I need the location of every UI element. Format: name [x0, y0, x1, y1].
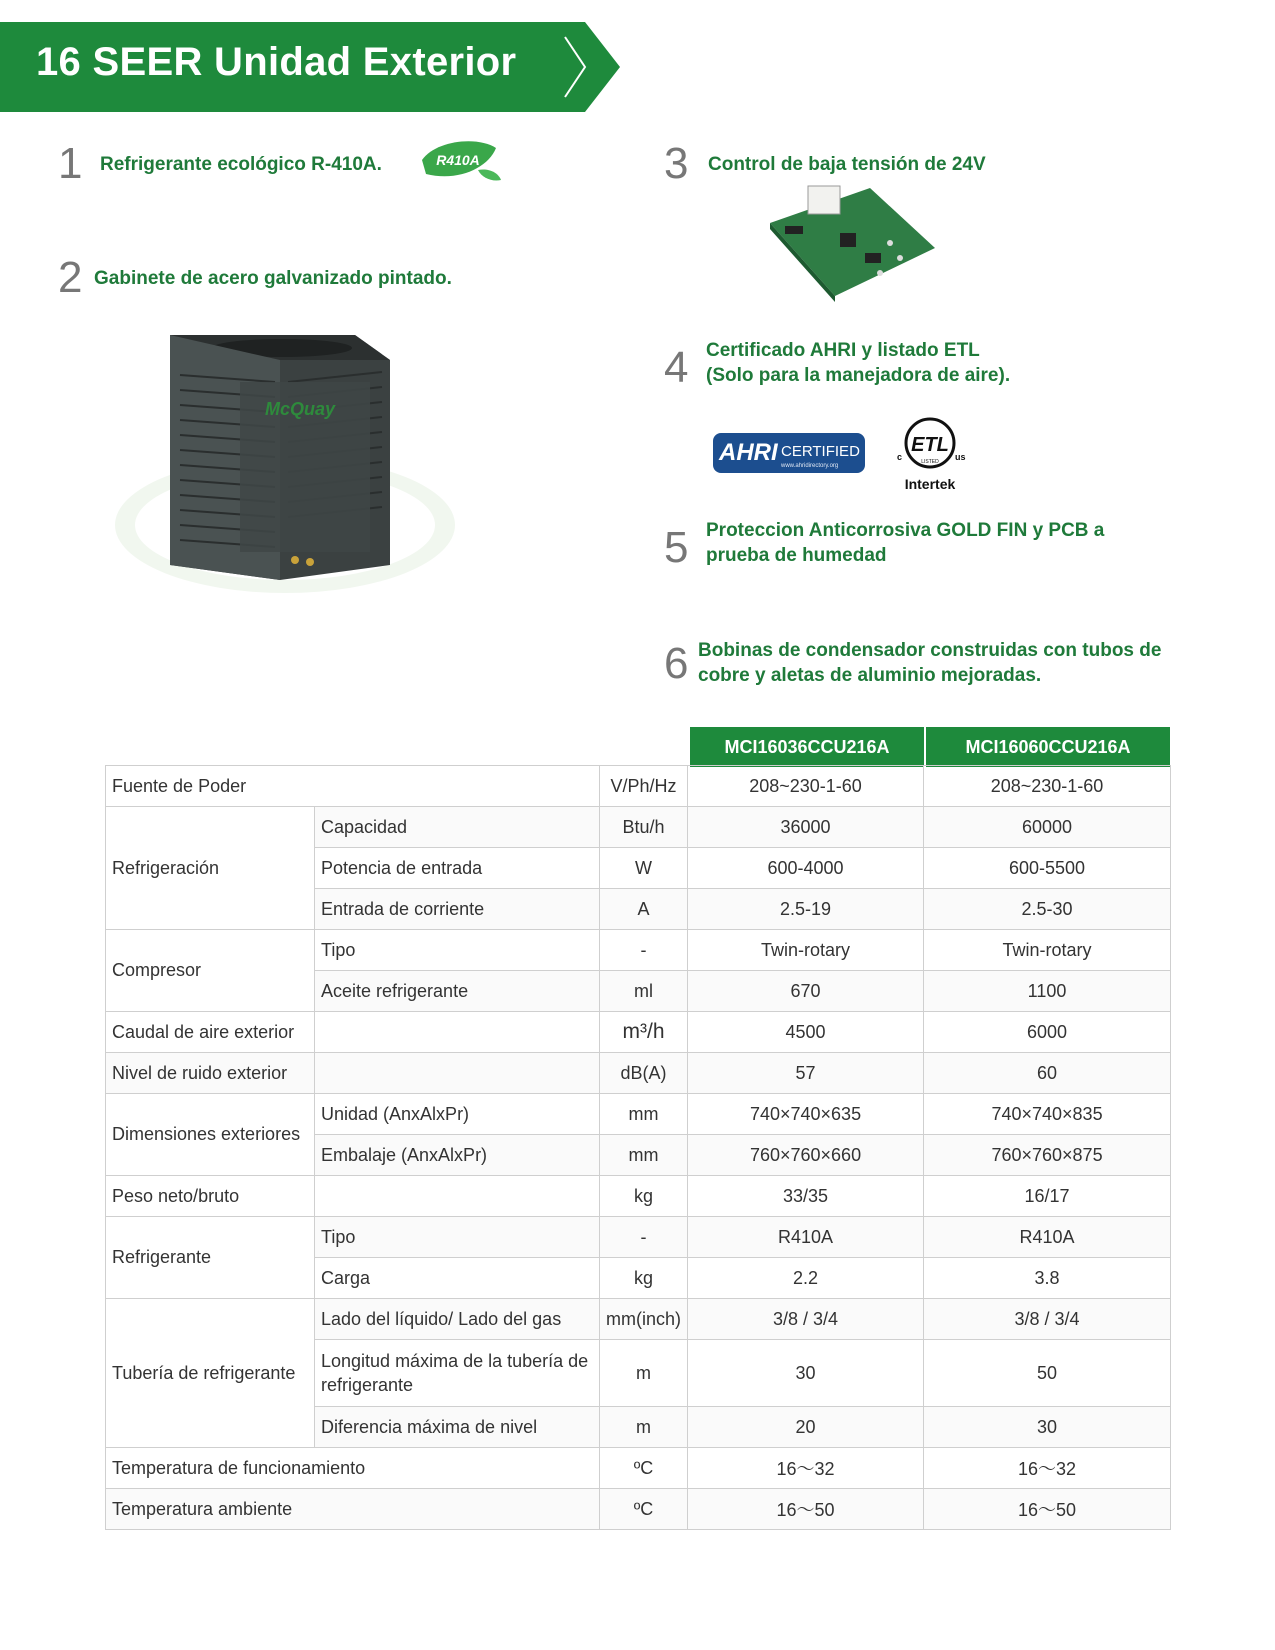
- table-row: [106, 930, 1171, 971]
- etl-listed-text: LISTED: [921, 459, 939, 465]
- feature-text: Refrigerante ecológico R-410A.: [100, 154, 382, 175]
- value-cell-model-2: 740×740×835: [924, 1094, 1171, 1135]
- unit-cell: V/Ph/Hz: [600, 766, 688, 807]
- value-cell-model-2: 2.5-30: [924, 889, 1171, 930]
- model-header: [690, 727, 1170, 767]
- value-cell-model-2: 1100: [924, 971, 1171, 1012]
- ahri-text: AHRI: [719, 439, 778, 466]
- value-cell-model-2: 50: [924, 1340, 1171, 1407]
- ahri-url-text: www.ahridirectory.org: [781, 463, 839, 469]
- model-header-1: MCI16036CCU216A: [690, 727, 924, 767]
- row-group-label: Dimensiones exteriores: [106, 1094, 315, 1176]
- ahri-certified-text: CERTIFIED: [781, 443, 860, 460]
- param-cell: Tipo: [315, 930, 600, 971]
- value-cell-model-2: 16～50: [924, 1489, 1171, 1530]
- value-cell-model-2: Twin-rotary: [924, 930, 1171, 971]
- param-cell: Entrada de corriente: [315, 889, 600, 930]
- param-cell: Diferencia máxima de nivel: [315, 1407, 600, 1448]
- feature-number: 2: [58, 253, 83, 302]
- row-group-label: Fuente de Poder: [106, 766, 600, 807]
- value-cell-model-1: 20: [688, 1407, 924, 1448]
- intertek-text: Intertek: [904, 476, 956, 492]
- feature-text: [706, 518, 1104, 568]
- r410a-label: R410A: [436, 152, 480, 168]
- param-cell: [315, 1176, 600, 1217]
- value-cell-model-1: 33/35: [688, 1176, 924, 1217]
- feature-6: [664, 632, 1224, 692]
- value-cell-model-1: 16～50: [688, 1489, 924, 1530]
- unit-cell: ºC: [600, 1448, 688, 1489]
- feature-number: 3: [664, 139, 689, 188]
- value-cell-model-2: 3/8 / 3/4: [924, 1299, 1171, 1340]
- feature-1: [58, 139, 618, 192]
- row-group-label: Peso neto/bruto: [106, 1176, 315, 1217]
- unit-cell: mm: [600, 1135, 688, 1176]
- table-row: [106, 1448, 1171, 1489]
- ahri-certified-logo: [713, 433, 865, 473]
- unit-cell: m: [600, 1340, 688, 1407]
- row-group-label: Compresor: [106, 930, 315, 1012]
- etl-mark-text: ETL: [911, 434, 949, 456]
- unit-cell: dB(A): [600, 1053, 688, 1094]
- value-cell-model-2: 16～32: [924, 1448, 1171, 1489]
- outdoor-unit-image: [110, 320, 460, 600]
- table-row: [106, 807, 1171, 848]
- param-cell: [315, 1012, 600, 1053]
- param-cell: Capacidad: [315, 807, 600, 848]
- param-cell: Tipo: [315, 1217, 600, 1258]
- row-group-label: Nivel de ruido exterior: [106, 1053, 315, 1094]
- value-cell-model-1: 4500: [688, 1012, 924, 1053]
- value-cell-model-2: 6000: [924, 1012, 1171, 1053]
- value-cell-model-2: 30: [924, 1407, 1171, 1448]
- r410a-leaf-badge: [418, 138, 503, 184]
- value-cell-model-2: 3.8: [924, 1258, 1171, 1299]
- feature-5: [664, 512, 1224, 572]
- value-cell-model-2: 760×760×875: [924, 1135, 1171, 1176]
- feature-text-line1: Proteccion Anticorrosiva GOLD FIN y PCB a: [706, 520, 1105, 541]
- table-row: [106, 1176, 1171, 1217]
- feature-text: [698, 638, 1161, 688]
- row-group-label: Temperatura de funcionamiento: [106, 1448, 600, 1489]
- row-group-label: Tubería de refrigerante: [106, 1299, 315, 1448]
- brand-logo-text: McQuay: [264, 399, 336, 419]
- value-cell-model-1: 670: [688, 971, 924, 1012]
- unit-cell: A: [600, 889, 688, 930]
- etl-us-text: us: [955, 452, 966, 462]
- param-cell: Longitud máxima de la tubería de refrigerante: [315, 1340, 600, 1407]
- unit-cell: Btu/h: [600, 807, 688, 848]
- specifications-table: [105, 765, 1171, 1530]
- value-cell-model-2: 208~230-1-60: [924, 766, 1171, 807]
- value-cell-model-1: Twin-rotary: [688, 930, 924, 971]
- param-cell: Lado del líquido/ Lado del gas: [315, 1299, 600, 1340]
- unit-cell: m³/h: [600, 1012, 688, 1053]
- row-group-label: Temperatura ambiente: [106, 1489, 600, 1530]
- unit-cell: ºC: [600, 1489, 688, 1530]
- feature-text: [706, 338, 1010, 388]
- table-row: [106, 1489, 1171, 1530]
- unit-cell: -: [600, 930, 688, 971]
- feature-text: Control de baja tensión de 24V: [708, 154, 986, 175]
- value-cell-model-1: 57: [688, 1053, 924, 1094]
- table-row: [106, 1299, 1171, 1340]
- feature-text-line2: (Solo para la manejadora de aire).: [706, 365, 1011, 386]
- param-cell: Carga: [315, 1258, 600, 1299]
- feature-text-line1: Bobinas de condensador construidas con tubos de: [698, 640, 1162, 661]
- table-row: [106, 766, 1171, 807]
- value-cell-model-2: 60000: [924, 807, 1171, 848]
- value-cell-model-2: 60: [924, 1053, 1171, 1094]
- feature-text-line1: Certificado AHRI y listado ETL: [706, 340, 980, 361]
- title-banner: [0, 22, 620, 112]
- unit-cell: kg: [600, 1258, 688, 1299]
- etl-c-text: c: [897, 452, 903, 462]
- feature-text: Gabinete de acero galvanizado pintado.: [94, 268, 452, 289]
- row-group-label: Refrigeración: [106, 807, 315, 930]
- value-cell-model-1: 2.2: [688, 1258, 924, 1299]
- value-cell-model-2: 16/17: [924, 1176, 1171, 1217]
- control-board-image: [760, 178, 940, 303]
- unit-cell: m: [600, 1407, 688, 1448]
- feature-number: 5: [664, 523, 689, 572]
- row-group-label: Caudal de aire exterior: [106, 1012, 315, 1053]
- value-cell-model-2: R410A: [924, 1217, 1171, 1258]
- feature-3: [664, 139, 1224, 192]
- table-row: [106, 1094, 1171, 1135]
- param-cell: Unidad (AnxAlxPr): [315, 1094, 600, 1135]
- param-cell: Potencia de entrada: [315, 848, 600, 889]
- model-header-2: MCI16060CCU216A: [926, 727, 1170, 767]
- value-cell-model-1: 16～32: [688, 1448, 924, 1489]
- feature-number: 6: [664, 639, 689, 688]
- page-title: 16 SEER Unidad Exterior: [36, 40, 517, 84]
- unit-cell: mm(inch): [600, 1299, 688, 1340]
- unit-cell: mm: [600, 1094, 688, 1135]
- table-row: [106, 1217, 1171, 1258]
- param-cell: [315, 1053, 600, 1094]
- param-cell: Aceite refrigerante: [315, 971, 600, 1012]
- value-cell-model-1: 3/8 / 3/4: [688, 1299, 924, 1340]
- feature-text-line2: cobre y aletas de aluminio mejoradas.: [698, 665, 1042, 686]
- value-cell-model-1: 36000: [688, 807, 924, 848]
- unit-cell: -: [600, 1217, 688, 1258]
- value-cell-model-1: 2.5-19: [688, 889, 924, 930]
- feature-number: 1: [58, 139, 83, 188]
- row-group-label: Refrigerante: [106, 1217, 315, 1299]
- feature-4: [664, 332, 1224, 392]
- etl-listed-logo: [895, 415, 970, 495]
- value-cell-model-1: 208~230-1-60: [688, 766, 924, 807]
- unit-cell: kg: [600, 1176, 688, 1217]
- feature-number: 4: [664, 343, 689, 392]
- table-row: [106, 1053, 1171, 1094]
- value-cell-model-1: 600-4000: [688, 848, 924, 889]
- value-cell-model-1: 30: [688, 1340, 924, 1407]
- feature-text-line2: prueba de humedad: [706, 545, 887, 566]
- param-cell: Embalaje (AnxAlxPr): [315, 1135, 600, 1176]
- value-cell-model-1: 760×760×660: [688, 1135, 924, 1176]
- value-cell-model-1: 740×740×635: [688, 1094, 924, 1135]
- unit-cell: ml: [600, 971, 688, 1012]
- value-cell-model-2: 600-5500: [924, 848, 1171, 889]
- table-row: [106, 1012, 1171, 1053]
- feature-2: [58, 253, 618, 306]
- unit-cell: W: [600, 848, 688, 889]
- value-cell-model-1: R410A: [688, 1217, 924, 1258]
